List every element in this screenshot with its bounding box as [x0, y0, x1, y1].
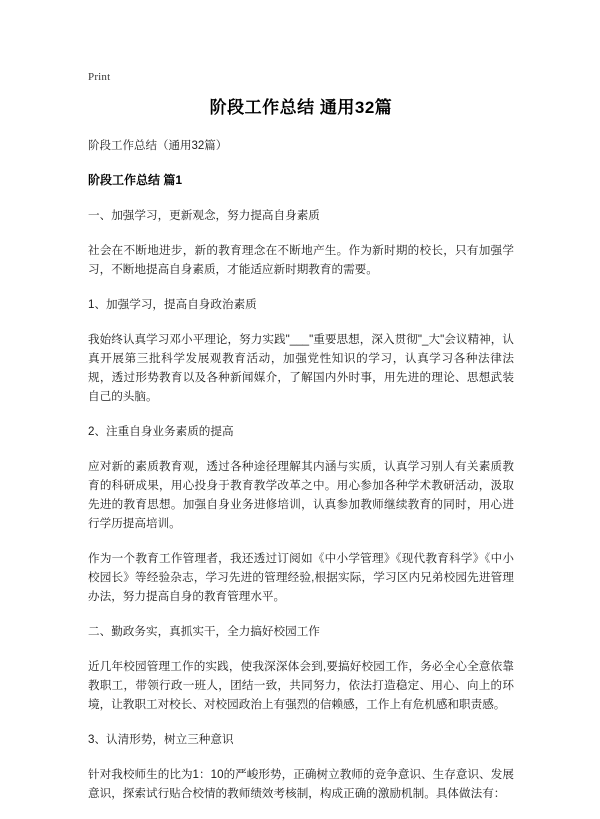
section-heading-level-1: 一、加强学习，更新观念，努力提高自身素质 [88, 209, 320, 222]
article-blocks [88, 206, 514, 803]
document-subtitle: 阶段工作总结（通用32篇） [88, 140, 228, 152]
body-paragraph: 我始终认真学习邓小平理论，努力实践"___"重要思想，深入贯彻"_大"会议精神，认真开展第三批科学发展观教育活动，加强党性知识的学习，认真学习各种法律法规，透过形势教育以及各种新闻媒介，了解国内外时事，用先进的理论、思想武装自己的头脑。 [88, 333, 514, 403]
section-heading-level-1: 二、勤政务实，真抓实干，全力搞好校园工作 [88, 625, 320, 638]
section-heading-level-2: 2、注重自身业务素质的提高 [88, 425, 234, 438]
document-body [88, 96, 514, 819]
body-paragraph: 应对新的素质教育观，透过各种途径理解其内涵与实质，认真学习别人有关素质教育的科研成果，用心投身于教育教学改革之中。用心参加各种学术教研活动，汲取先进的教育思想。加强自身业务进修培训，认真参加教师继续教育的同时，用心进行学历提高培训。 [88, 460, 514, 530]
body-paragraph: 作为一个教育工作管理者，我还透过订阅如《中小学管理》《现代教育科学》《中小校园长》等经验杂志，学习先进的管理经验,根据实际，学习区内兄弟校园先进管理办法，努力提高自身的教育管理水平。 [88, 552, 514, 603]
section-heading-level-2: 1、加强学习，提高自身政治素质 [88, 298, 257, 311]
article-heading: 阶段工作总结 篇1 [88, 173, 183, 187]
page-title: 阶段工作总结 通用32篇 [209, 98, 393, 117]
section-heading-level-2: 3、认清形势，树立三种意识 [88, 733, 234, 746]
body-paragraph: 社会在不断地进步，新的教育理念在不断地产生。作为新时期的校长，只有加强学习，不断地提高自身素质，才能适应新时期教育的需要。 [88, 244, 514, 276]
body-paragraph: 针对我校师生的比为1：10的严峻形势，正确树立教师的竞争意识、生存意识、发展意识，探索试行贴合校情的教师绩效考核制，构成正确的激励机制。具体做法有： [88, 768, 514, 800]
body-paragraph: 近几年校园管理工作的实践，使我深深体会到,要搞好校园工作，务必全心全意依靠教职工，带领行政一班人，团结一致，共同努力，依法打造稳定、用心、向上的环境，让教职工对校长、对校园政治上有强烈的信赖感，工作上有危机感和职责感。 [88, 660, 514, 711]
print-button[interactable]: Print [88, 71, 111, 83]
